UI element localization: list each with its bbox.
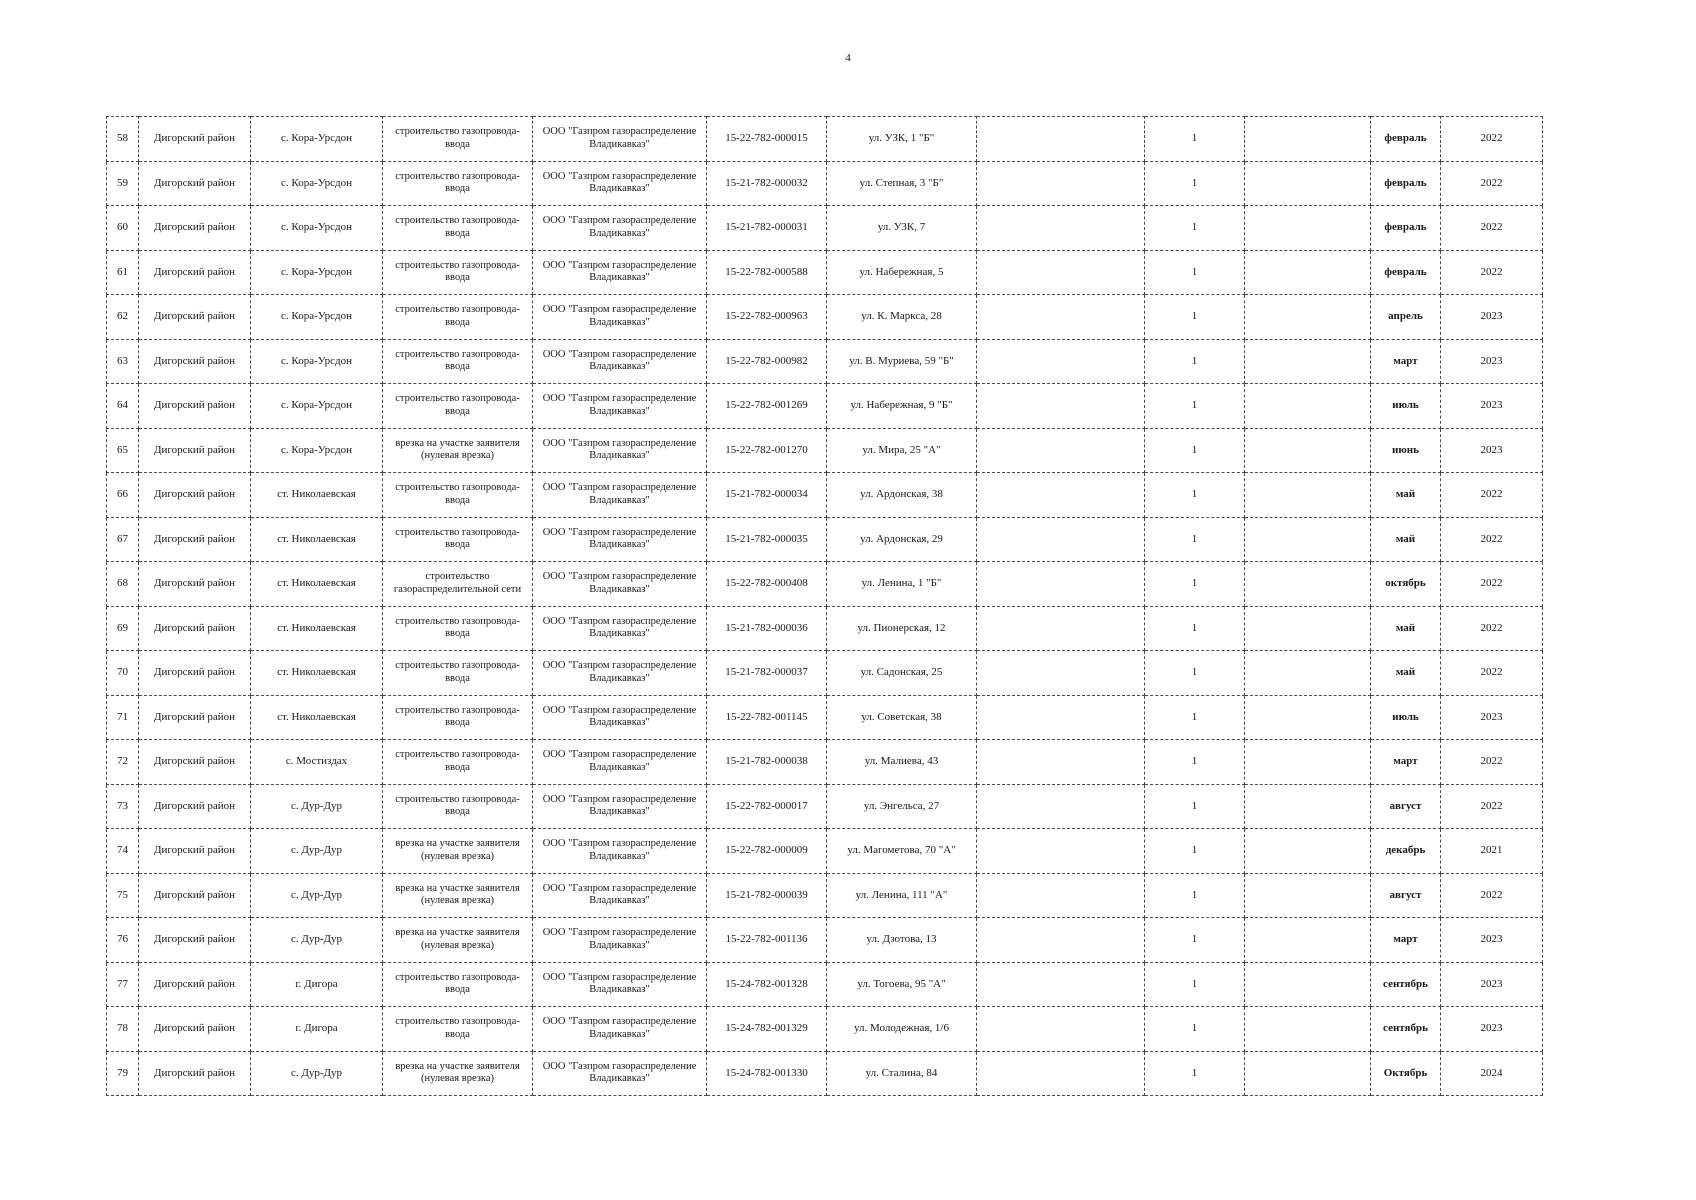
- month-cell: март: [1371, 339, 1441, 384]
- year-cell: 2022: [1441, 161, 1543, 206]
- district-cell: Дигорский район: [139, 695, 251, 740]
- row-number: 76: [107, 918, 139, 963]
- organization-cell: ООО "Газпром газораспределение Владикавказ": [533, 606, 707, 651]
- empty-cell: [1245, 339, 1371, 384]
- district-cell: Дигорский район: [139, 250, 251, 295]
- quantity-cell: 1: [1145, 473, 1245, 518]
- table-row: [107, 161, 1543, 206]
- work-type-cell: строительство газопровода-ввода: [383, 161, 533, 206]
- address-cell: ул. Магометова, 70 "А": [827, 829, 977, 874]
- organization-cell: ООО "Газпром газораспределение Владикавказ": [533, 962, 707, 1007]
- table-row: [107, 295, 1543, 340]
- table-row: [107, 606, 1543, 651]
- work-type-cell: врезка на участке заявителя (нулевая врезка): [383, 1051, 533, 1096]
- address-cell: ул. Дзотова, 13: [827, 918, 977, 963]
- quantity-cell: 1: [1145, 428, 1245, 473]
- row-number: 68: [107, 562, 139, 607]
- tech-conditions-number-cell: 15-22-782-000588: [707, 250, 827, 295]
- table-row: [107, 740, 1543, 785]
- locality-cell: ст. Николаевская: [251, 651, 383, 696]
- locality-cell: с. Мостиздах: [251, 740, 383, 785]
- row-number: 70: [107, 651, 139, 696]
- table-row: [107, 384, 1543, 429]
- address-cell: ул. Ленина, 111 "А": [827, 873, 977, 918]
- month-cell: июнь: [1371, 428, 1441, 473]
- empty-cell: [977, 873, 1145, 918]
- empty-cell: [977, 473, 1145, 518]
- quantity-cell: 1: [1145, 829, 1245, 874]
- work-type-cell: строительство газопровода-ввода: [383, 250, 533, 295]
- tech-conditions-number-cell: 15-22-782-001269: [707, 384, 827, 429]
- address-cell: ул. Садонская, 25: [827, 651, 977, 696]
- address-cell: ул. УЗК, 1 "Б": [827, 117, 977, 162]
- tech-conditions-number-cell: 15-24-782-001328: [707, 962, 827, 1007]
- tech-conditions-number-cell: 15-21-782-000038: [707, 740, 827, 785]
- table-row: [107, 117, 1543, 162]
- empty-cell: [977, 651, 1145, 696]
- month-cell: август: [1371, 873, 1441, 918]
- quantity-cell: 1: [1145, 740, 1245, 785]
- quantity-cell: 1: [1145, 784, 1245, 829]
- locality-cell: ст. Николаевская: [251, 473, 383, 518]
- empty-cell: [977, 295, 1145, 340]
- district-cell: Дигорский район: [139, 473, 251, 518]
- tech-conditions-number-cell: 15-22-782-001136: [707, 918, 827, 963]
- district-cell: Дигорский район: [139, 206, 251, 251]
- month-cell: декабрь: [1371, 829, 1441, 874]
- tech-conditions-number-cell: 15-21-782-000039: [707, 873, 827, 918]
- district-cell: Дигорский район: [139, 606, 251, 651]
- locality-cell: с. Кора-Урсдон: [251, 384, 383, 429]
- work-type-cell: строительство газопровода-ввода: [383, 740, 533, 785]
- organization-cell: ООО "Газпром газораспределение Владикавказ": [533, 562, 707, 607]
- empty-cell: [977, 517, 1145, 562]
- row-number: 74: [107, 829, 139, 874]
- work-type-cell: строительство газопровода-ввода: [383, 784, 533, 829]
- organization-cell: ООО "Газпром газораспределение Владикавказ": [533, 473, 707, 518]
- tech-conditions-number-cell: 15-22-782-001145: [707, 695, 827, 740]
- month-cell: июль: [1371, 695, 1441, 740]
- tech-conditions-number-cell: 15-22-782-000963: [707, 295, 827, 340]
- empty-cell: [977, 250, 1145, 295]
- district-cell: Дигорский район: [139, 384, 251, 429]
- tech-conditions-number-cell: 15-21-782-000034: [707, 473, 827, 518]
- row-number: 61: [107, 250, 139, 295]
- table-row: [107, 1007, 1543, 1052]
- year-cell: 2022: [1441, 473, 1543, 518]
- gasification-register-table: [106, 116, 1543, 1096]
- empty-cell: [977, 339, 1145, 384]
- empty-cell: [1245, 1007, 1371, 1052]
- organization-cell: ООО "Газпром газораспределение Владикавказ": [533, 1007, 707, 1052]
- district-cell: Дигорский район: [139, 651, 251, 696]
- empty-cell: [1245, 918, 1371, 963]
- organization-cell: ООО "Газпром газораспределение Владикавказ": [533, 384, 707, 429]
- organization-cell: ООО "Газпром газораспределение Владикавказ": [533, 250, 707, 295]
- empty-cell: [1245, 295, 1371, 340]
- empty-cell: [1245, 384, 1371, 429]
- district-cell: Дигорский район: [139, 428, 251, 473]
- address-cell: ул. К. Маркса, 28: [827, 295, 977, 340]
- locality-cell: с. Дур-Дур: [251, 918, 383, 963]
- month-cell: апрель: [1371, 295, 1441, 340]
- table-row: [107, 695, 1543, 740]
- locality-cell: с. Кора-Урсдон: [251, 161, 383, 206]
- locality-cell: с. Дур-Дур: [251, 784, 383, 829]
- month-cell: сентябрь: [1371, 962, 1441, 1007]
- row-number: 71: [107, 695, 139, 740]
- locality-cell: с. Кора-Урсдон: [251, 250, 383, 295]
- year-cell: 2022: [1441, 517, 1543, 562]
- work-type-cell: строительство газопровода-ввода: [383, 606, 533, 651]
- work-type-cell: строительство газопровода-ввода: [383, 695, 533, 740]
- locality-cell: с. Кора-Урсдон: [251, 295, 383, 340]
- table-row: [107, 918, 1543, 963]
- year-cell: 2022: [1441, 651, 1543, 696]
- month-cell: Октябрь: [1371, 1051, 1441, 1096]
- table-row: [107, 873, 1543, 918]
- table-row: [107, 339, 1543, 384]
- empty-cell: [1245, 873, 1371, 918]
- table-row: [107, 962, 1543, 1007]
- row-number: 72: [107, 740, 139, 785]
- district-cell: Дигорский район: [139, 740, 251, 785]
- address-cell: ул. Энгельса, 27: [827, 784, 977, 829]
- empty-cell: [977, 428, 1145, 473]
- tech-conditions-number-cell: 15-24-782-001330: [707, 1051, 827, 1096]
- quantity-cell: 1: [1145, 117, 1245, 162]
- empty-cell: [977, 606, 1145, 651]
- empty-cell: [977, 784, 1145, 829]
- year-cell: 2023: [1441, 918, 1543, 963]
- empty-cell: [1245, 1051, 1371, 1096]
- organization-cell: ООО "Газпром газораспределение Владикавказ": [533, 117, 707, 162]
- tech-conditions-number-cell: 15-21-782-000032: [707, 161, 827, 206]
- work-type-cell: строительство газопровода-ввода: [383, 1007, 533, 1052]
- empty-cell: [1245, 117, 1371, 162]
- month-cell: март: [1371, 918, 1441, 963]
- empty-cell: [1245, 651, 1371, 696]
- quantity-cell: 1: [1145, 250, 1245, 295]
- organization-cell: ООО "Газпром газораспределение Владикавказ": [533, 651, 707, 696]
- empty-cell: [977, 117, 1145, 162]
- tech-conditions-number-cell: 15-22-782-000017: [707, 784, 827, 829]
- empty-cell: [1245, 962, 1371, 1007]
- empty-cell: [977, 829, 1145, 874]
- month-cell: февраль: [1371, 206, 1441, 251]
- month-cell: октябрь: [1371, 562, 1441, 607]
- row-number: 79: [107, 1051, 139, 1096]
- document-sheet: [106, 116, 1543, 1096]
- locality-cell: ст. Николаевская: [251, 517, 383, 562]
- district-cell: Дигорский район: [139, 784, 251, 829]
- address-cell: ул. Молодежная, 1/6: [827, 1007, 977, 1052]
- district-cell: Дигорский район: [139, 295, 251, 340]
- year-cell: 2023: [1441, 384, 1543, 429]
- empty-cell: [1245, 784, 1371, 829]
- locality-cell: с. Дур-Дур: [251, 873, 383, 918]
- month-cell: сентябрь: [1371, 1007, 1441, 1052]
- quantity-cell: 1: [1145, 161, 1245, 206]
- organization-cell: ООО "Газпром газораспределение Владикавказ": [533, 873, 707, 918]
- row-number: 77: [107, 962, 139, 1007]
- district-cell: Дигорский район: [139, 829, 251, 874]
- row-number: 75: [107, 873, 139, 918]
- organization-cell: ООО "Газпром газораспределение Владикавказ": [533, 1051, 707, 1096]
- quantity-cell: 1: [1145, 1051, 1245, 1096]
- empty-cell: [1245, 562, 1371, 607]
- empty-cell: [1245, 473, 1371, 518]
- work-type-cell: строительство газораспределительной сети: [383, 562, 533, 607]
- district-cell: Дигорский район: [139, 873, 251, 918]
- address-cell: ул. Сталина, 84: [827, 1051, 977, 1096]
- quantity-cell: 1: [1145, 606, 1245, 651]
- quantity-cell: 1: [1145, 339, 1245, 384]
- district-cell: Дигорский район: [139, 161, 251, 206]
- year-cell: 2023: [1441, 295, 1543, 340]
- table-row: [107, 1051, 1543, 1096]
- district-cell: Дигорский район: [139, 962, 251, 1007]
- quantity-cell: 1: [1145, 562, 1245, 607]
- address-cell: ул. Советская, 38: [827, 695, 977, 740]
- district-cell: Дигорский район: [139, 562, 251, 607]
- year-cell: 2022: [1441, 740, 1543, 785]
- address-cell: ул. Набережная, 9 "Б": [827, 384, 977, 429]
- organization-cell: ООО "Газпром газораспределение Владикавказ": [533, 161, 707, 206]
- year-cell: 2022: [1441, 117, 1543, 162]
- work-type-cell: строительство газопровода-ввода: [383, 384, 533, 429]
- row-number: 73: [107, 784, 139, 829]
- organization-cell: ООО "Газпром газораспределение Владикавказ": [533, 740, 707, 785]
- work-type-cell: врезка на участке заявителя (нулевая врезка): [383, 918, 533, 963]
- district-cell: Дигорский район: [139, 1051, 251, 1096]
- quantity-cell: 1: [1145, 962, 1245, 1007]
- empty-cell: [1245, 829, 1371, 874]
- work-type-cell: строительство газопровода-ввода: [383, 517, 533, 562]
- month-cell: август: [1371, 784, 1441, 829]
- address-cell: ул. Набережная, 5: [827, 250, 977, 295]
- locality-cell: с. Кора-Урсдон: [251, 206, 383, 251]
- locality-cell: ст. Николаевская: [251, 562, 383, 607]
- month-cell: май: [1371, 473, 1441, 518]
- row-number: 78: [107, 1007, 139, 1052]
- locality-cell: с. Дур-Дур: [251, 829, 383, 874]
- page-number: 4: [845, 52, 851, 64]
- quantity-cell: 1: [1145, 517, 1245, 562]
- table-row: [107, 651, 1543, 696]
- quantity-cell: 1: [1145, 1007, 1245, 1052]
- tech-conditions-number-cell: 15-22-782-001270: [707, 428, 827, 473]
- table-body: [107, 117, 1543, 1096]
- organization-cell: ООО "Газпром газораспределение Владикавказ": [533, 206, 707, 251]
- year-cell: 2022: [1441, 562, 1543, 607]
- year-cell: 2022: [1441, 873, 1543, 918]
- tech-conditions-number-cell: 15-22-782-000015: [707, 117, 827, 162]
- organization-cell: ООО "Газпром газораспределение Владикавказ": [533, 428, 707, 473]
- row-number: 69: [107, 606, 139, 651]
- tech-conditions-number-cell: 15-21-782-000036: [707, 606, 827, 651]
- month-cell: май: [1371, 651, 1441, 696]
- address-cell: ул. Ардонская, 38: [827, 473, 977, 518]
- address-cell: ул. УЗК, 7: [827, 206, 977, 251]
- organization-cell: ООО "Газпром газораспределение Владикавказ": [533, 918, 707, 963]
- tech-conditions-number-cell: 15-21-782-000031: [707, 206, 827, 251]
- year-cell: 2024: [1441, 1051, 1543, 1096]
- district-cell: Дигорский район: [139, 117, 251, 162]
- work-type-cell: строительство газопровода-ввода: [383, 295, 533, 340]
- row-number: 65: [107, 428, 139, 473]
- organization-cell: ООО "Газпром газораспределение Владикавказ": [533, 695, 707, 740]
- tech-conditions-number-cell: 15-24-782-001329: [707, 1007, 827, 1052]
- address-cell: ул. Ленина, 1 "Б": [827, 562, 977, 607]
- locality-cell: ст. Николаевская: [251, 606, 383, 651]
- empty-cell: [977, 695, 1145, 740]
- empty-cell: [1245, 206, 1371, 251]
- row-number: 59: [107, 161, 139, 206]
- organization-cell: ООО "Газпром газораспределение Владикавказ": [533, 517, 707, 562]
- address-cell: ул. Ардонская, 29: [827, 517, 977, 562]
- row-number: 62: [107, 295, 139, 340]
- locality-cell: г. Дигора: [251, 1007, 383, 1052]
- tech-conditions-number-cell: 15-22-782-000009: [707, 829, 827, 874]
- row-number: 58: [107, 117, 139, 162]
- table-row: [107, 562, 1543, 607]
- quantity-cell: 1: [1145, 918, 1245, 963]
- address-cell: ул. Тогоева, 95 "А": [827, 962, 977, 1007]
- row-number: 60: [107, 206, 139, 251]
- address-cell: ул. Малиева, 43: [827, 740, 977, 785]
- locality-cell: г. Дигора: [251, 962, 383, 1007]
- month-cell: февраль: [1371, 161, 1441, 206]
- locality-cell: с. Кора-Урсдон: [251, 339, 383, 384]
- empty-cell: [977, 962, 1145, 1007]
- table-row: [107, 517, 1543, 562]
- quantity-cell: 1: [1145, 651, 1245, 696]
- year-cell: 2023: [1441, 695, 1543, 740]
- empty-cell: [1245, 517, 1371, 562]
- locality-cell: с. Кора-Урсдон: [251, 117, 383, 162]
- quantity-cell: 1: [1145, 295, 1245, 340]
- row-number: 66: [107, 473, 139, 518]
- work-type-cell: строительство газопровода-ввода: [383, 117, 533, 162]
- empty-cell: [977, 161, 1145, 206]
- empty-cell: [1245, 740, 1371, 785]
- work-type-cell: строительство газопровода-ввода: [383, 473, 533, 518]
- month-cell: май: [1371, 606, 1441, 651]
- empty-cell: [1245, 606, 1371, 651]
- tech-conditions-number-cell: 15-21-782-000035: [707, 517, 827, 562]
- month-cell: март: [1371, 740, 1441, 785]
- empty-cell: [977, 918, 1145, 963]
- year-cell: 2023: [1441, 339, 1543, 384]
- work-type-cell: строительство газопровода-ввода: [383, 962, 533, 1007]
- year-cell: 2022: [1441, 250, 1543, 295]
- month-cell: февраль: [1371, 250, 1441, 295]
- work-type-cell: врезка на участке заявителя (нулевая врезка): [383, 873, 533, 918]
- row-number: 67: [107, 517, 139, 562]
- organization-cell: ООО "Газпром газораспределение Владикавказ": [533, 829, 707, 874]
- month-cell: февраль: [1371, 117, 1441, 162]
- table-row: [107, 473, 1543, 518]
- table-row: [107, 784, 1543, 829]
- work-type-cell: врезка на участке заявителя (нулевая врезка): [383, 428, 533, 473]
- year-cell: 2022: [1441, 784, 1543, 829]
- empty-cell: [977, 384, 1145, 429]
- work-type-cell: строительство газопровода-ввода: [383, 206, 533, 251]
- empty-cell: [1245, 161, 1371, 206]
- locality-cell: с. Дур-Дур: [251, 1051, 383, 1096]
- empty-cell: [1245, 250, 1371, 295]
- address-cell: ул. В. Муриева, 59 "Б": [827, 339, 977, 384]
- address-cell: ул. Степная, 3 "Б": [827, 161, 977, 206]
- table-row: [107, 250, 1543, 295]
- row-number: 64: [107, 384, 139, 429]
- quantity-cell: 1: [1145, 384, 1245, 429]
- quantity-cell: 1: [1145, 873, 1245, 918]
- table-row: [107, 428, 1543, 473]
- address-cell: ул. Пионерская, 12: [827, 606, 977, 651]
- district-cell: Дигорский район: [139, 339, 251, 384]
- empty-cell: [977, 562, 1145, 607]
- work-type-cell: врезка на участке заявителя (нулевая врезка): [383, 829, 533, 874]
- work-type-cell: строительство газопровода-ввода: [383, 651, 533, 696]
- organization-cell: ООО "Газпром газораспределение Владикавказ": [533, 784, 707, 829]
- year-cell: 2021: [1441, 829, 1543, 874]
- table-row: [107, 829, 1543, 874]
- empty-cell: [977, 1051, 1145, 1096]
- table-row: [107, 206, 1543, 251]
- empty-cell: [977, 740, 1145, 785]
- year-cell: 2022: [1441, 606, 1543, 651]
- row-number: 63: [107, 339, 139, 384]
- year-cell: 2022: [1441, 206, 1543, 251]
- quantity-cell: 1: [1145, 206, 1245, 251]
- empty-cell: [1245, 695, 1371, 740]
- district-cell: Дигорский район: [139, 517, 251, 562]
- organization-cell: ООО "Газпром газораспределение Владикавказ": [533, 339, 707, 384]
- empty-cell: [977, 206, 1145, 251]
- year-cell: 2023: [1441, 1007, 1543, 1052]
- year-cell: 2023: [1441, 428, 1543, 473]
- month-cell: май: [1371, 517, 1441, 562]
- quantity-cell: 1: [1145, 695, 1245, 740]
- organization-cell: ООО "Газпром газораспределение Владикавказ": [533, 295, 707, 340]
- year-cell: 2023: [1441, 962, 1543, 1007]
- month-cell: июль: [1371, 384, 1441, 429]
- address-cell: ул. Мира, 25 "А": [827, 428, 977, 473]
- tech-conditions-number-cell: 15-22-782-000982: [707, 339, 827, 384]
- work-type-cell: строительство газопровода-ввода: [383, 339, 533, 384]
- district-cell: Дигорский район: [139, 1007, 251, 1052]
- tech-conditions-number-cell: 15-21-782-000037: [707, 651, 827, 696]
- tech-conditions-number-cell: 15-22-782-000408: [707, 562, 827, 607]
- empty-cell: [977, 1007, 1145, 1052]
- locality-cell: с. Кора-Урсдон: [251, 428, 383, 473]
- district-cell: Дигорский район: [139, 918, 251, 963]
- empty-cell: [1245, 428, 1371, 473]
- locality-cell: ст. Николаевская: [251, 695, 383, 740]
